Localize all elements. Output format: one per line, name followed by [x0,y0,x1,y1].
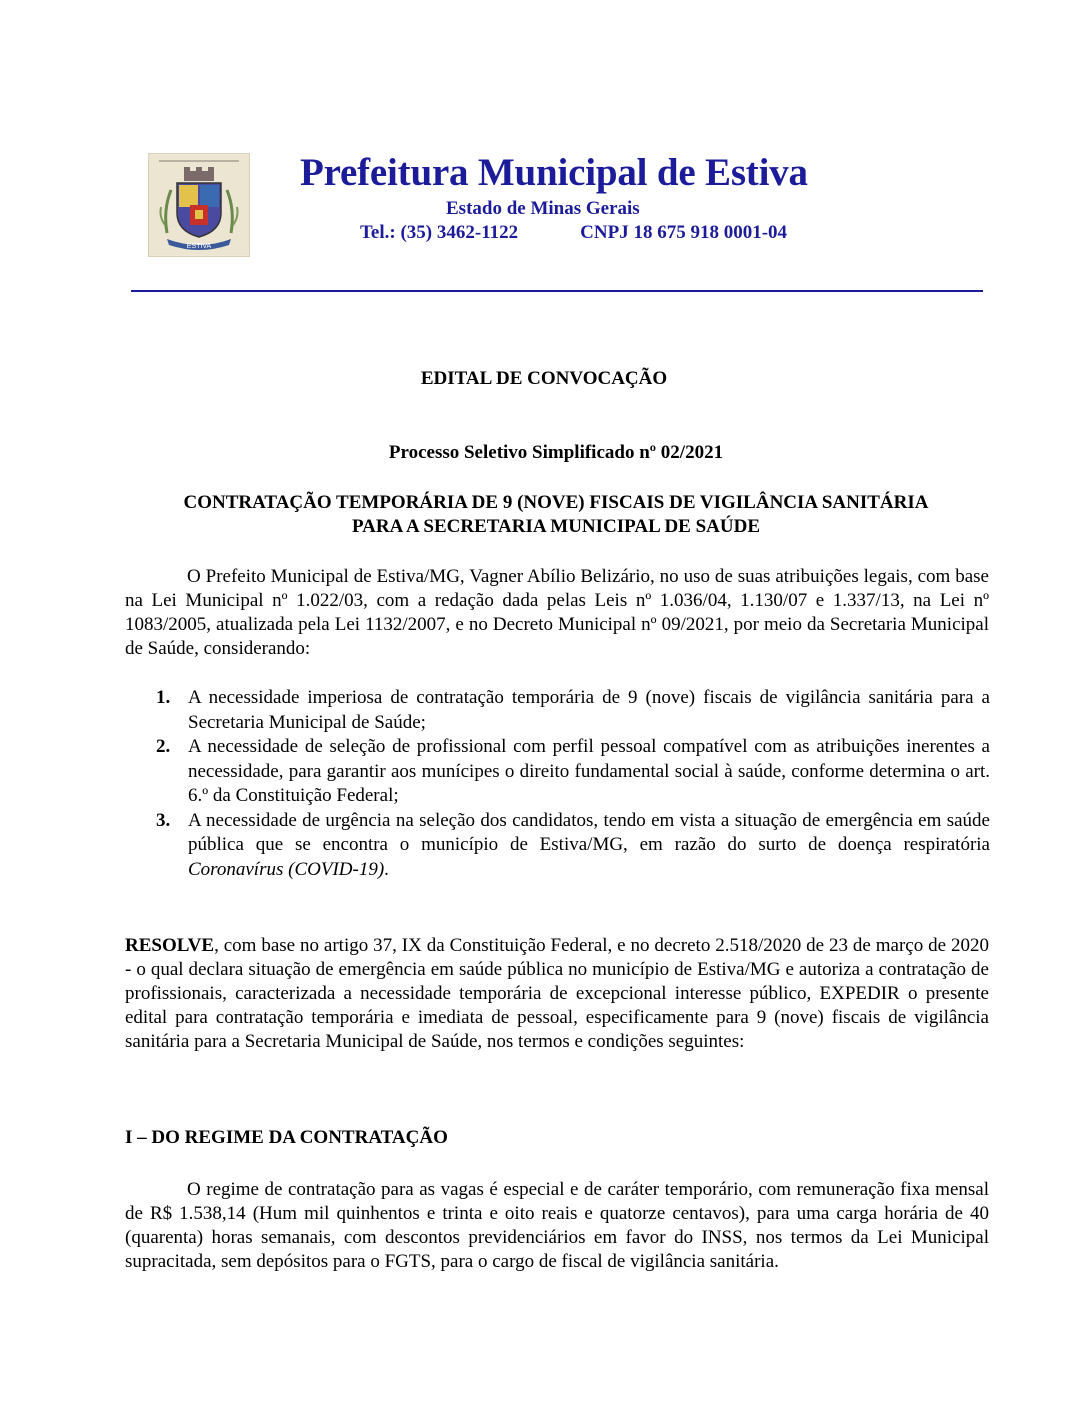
list-item-end: . [384,858,389,880]
section-paragraph: O regime de contratação para as vagas é especial e de caráter temporário, com remuneração fixa mensal de R$ 1.538,14 (Hum mil quinhentos e trinta e oito reais e quatorze centavos), para uma carga horária de 40 (quarenta) horas semanais, com descontos previdenciários em favor do INSS, nos termos da Lei Municipal supracitada, sem depósitos para o FGTS, para o cargo de fiscal de vigilância sanitária. [125,1179,989,1272]
resolve-paragraph [125,934,989,1054]
crest-ribbon-text: ESTIVA [186,243,212,250]
municipal-crest [148,153,250,257]
list-item-text: A necessidade de urgência na seleção dos candidatos, tendo em vista a situação de emergência em saúde pública que se encontra o município de Estiva/MG, em razão do surto de doença respiratória [188,809,990,855]
section-title: I – DO REGIME DA CONTRATAÇÃO [125,1127,448,1148]
list-item-number: 1. [156,687,171,708]
resolve-text: , com base no artigo 37, IX da Constituição Federal, e no decreto 2.518/2020 de 23 de março de 2020 - o qual declara situação de emergência em saúde pública no município de Estiva/MG e autoriza a contratação de profissionais, caracterizada a necessidade temporária de excepcional interesse público, EXPEDIR o presente edital para contratação temporária e imediata de pessoal, especificamente para 9 (nove) fiscais de vigilância sanitária para a Secretaria Municipal de Saúde, nos termos e condições seguintes: [125,935,989,1052]
cnpj-number: CNPJ 18 675 918 0001-04 [580,222,788,243]
header-divider [131,290,983,292]
list-item-text: A necessidade imperiosa de contratação temporária de 9 (nove) fiscais de vigilância sanitária para a Secretaria Municipal de Saúde; [188,687,990,733]
list-item-number: 2. [156,736,171,757]
subject-line-2: PARA A SECRETARIA MUNICIPAL DE SAÚDE [351,516,761,537]
list-item-text: A necessidade de seleção de profissional com perfil pessoal compatível com as atribuições inerentes a necessidade, para garantir aos munícipes o direito fundamental social à saúde, conforme determina o art. 6.º da Constituição Federal; [188,736,990,806]
coat-of-arms-icon [149,154,249,256]
list-item-italic: Coronavírus (COVID-19) [188,858,385,880]
contact-line [360,222,787,244]
process-number: Processo Seletivo Simplificado nº 02/2021 [388,442,724,463]
document-heading: EDITAL DE CONVOCAÇÃO [420,368,668,389]
intro-paragraph: O Prefeito Municipal de Estiva/MG, Vagner Abílio Belizário, no uso de suas atribuições legais, com base na Lei Municipal nº 1.022/03, com a redação dada pelas Leis nº 1.036/04, 1.130/07 e 1.337/13, na Lei nº 1083/2005, atualizada pela Lei 1132/2007, e no Decreto Municipal nº 09/2021, por meio da Secretaria Municipal de Saúde, considerando: [125,566,989,659]
phone-number: Tel.: (35) 3462-1122 [360,222,519,243]
subject-line-1: CONTRATAÇÃO TEMPORÁRIA DE 9 (NOVE) FISCAIS DE VIGILÂNCIA SANITÁRIA [183,492,929,513]
state-name: Estado de Minas Gerais [446,198,640,219]
list-item [152,735,990,809]
municipality-title: Prefeitura Municipal de Estiva [300,151,808,194]
list-item [152,686,990,735]
considerations-list [152,686,990,882]
list-item-number: 3. [156,809,171,831]
list-item [152,809,990,883]
resolve-keyword: RESOLVE [125,935,215,956]
